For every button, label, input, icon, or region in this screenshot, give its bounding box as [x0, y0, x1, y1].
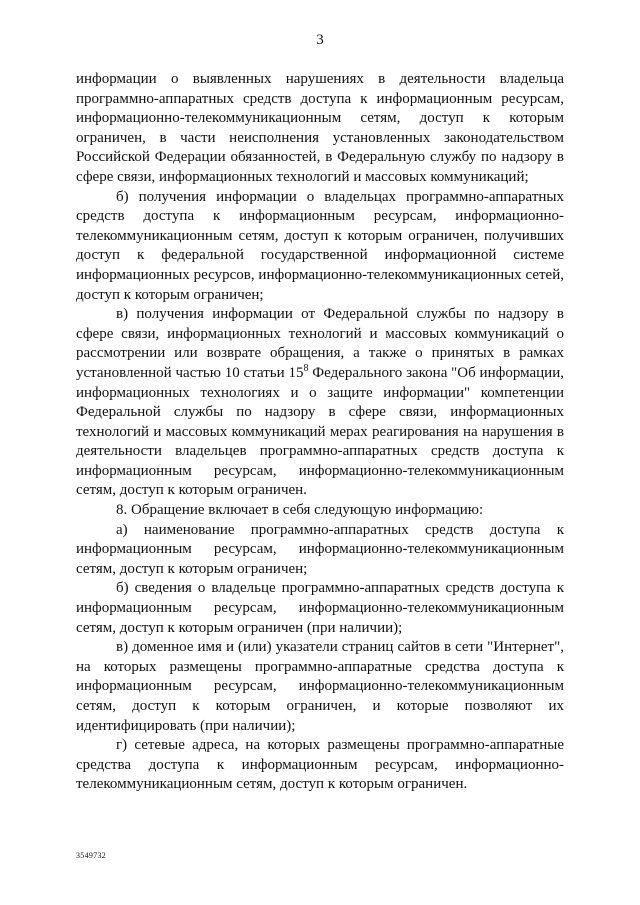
paragraph-item-b-receive-owners: б) получения информации о владельцах программно-аппаратных средств доступа к информационным ресурсам, информационно-телекоммуникационным сетям, доступ к которым ограничен, получивших доступ к федеральной государственной информационной системе информационных ресурсов, информационно-телекоммуникационных сетей, доступ к которым ограничен;: [76, 188, 564, 303]
paragraph-clause-8: 8. Обращение включает в себя следующую информацию:: [116, 502, 484, 519]
paragraph-text-after-sup: Федерального закона "Об информации, информационных технологиях и о защите информации" компетенции Федеральной службы по надзору в сфере связи, информационных технологий и массовых коммуникаций мерах реагирования на нарушения в деятельности владельцев программно-аппаратных средств доступа к информационным ресурсам, информационно-телекоммуникационным сетям, доступ к которым ограничен.: [76, 364, 564, 499]
paragraph-item-v-domain: в) доменное имя и (или) указатели страниц сайтов в сети "Интернет", на которых размещены программно-аппаратные средства доступа к информационным ресурсам, информационно-телекоммуникационным сетям, доступ к которым ограничен, и которые позволяют их идентифицировать (при наличии);: [76, 639, 564, 734]
body-text: [76, 70, 564, 795]
article-superscript: 8: [303, 362, 309, 374]
paragraph-item-g-addresses: г) сетевые адреса, на которых размещены программно-аппаратные средства доступа к информационным ресурсам, информационно-телекоммуникационным сетям, доступ к которым ограничен.: [76, 737, 564, 793]
paragraph-item-a-name: а) наименование программно-аппаратных средств доступа к информационным ресурсам, информационно-телекоммуникационным сетям, доступ к которым ограничен;: [76, 521, 564, 577]
document-code: 3549732: [76, 851, 107, 860]
paragraph-continuation: информации о выявленных нарушениях в деятельности владельца программно-аппаратных средств доступа к информационным ресурсам, информационно-телекоммуникационным сетям, доступ к которым ограничен, в части неисполнения установленных законодательством Российской Федерации обязанностей, в Федеральную службу по надзору в сфере связи, информационных технологий и массовых коммуникаций;: [76, 71, 564, 185]
paragraph-item-b-owner: б) сведения о владельце программно-аппаратных средств доступа к информационным ресурсам, информационно-телекоммуникационным сетям, доступ к которым ограничен (при наличии);: [76, 580, 564, 636]
page-number: 3: [316, 32, 324, 48]
paragraph-text-before-sup: в) получения информации от Федеральной службы по надзору в сфере связи, информационных технологий и массовых коммуникаций о рассмотрении или возврате обращения, а также о принятых в рамках установленной частью 10 статьи 15: [76, 306, 564, 381]
paragraph-item-v-receive-service: [76, 305, 564, 501]
